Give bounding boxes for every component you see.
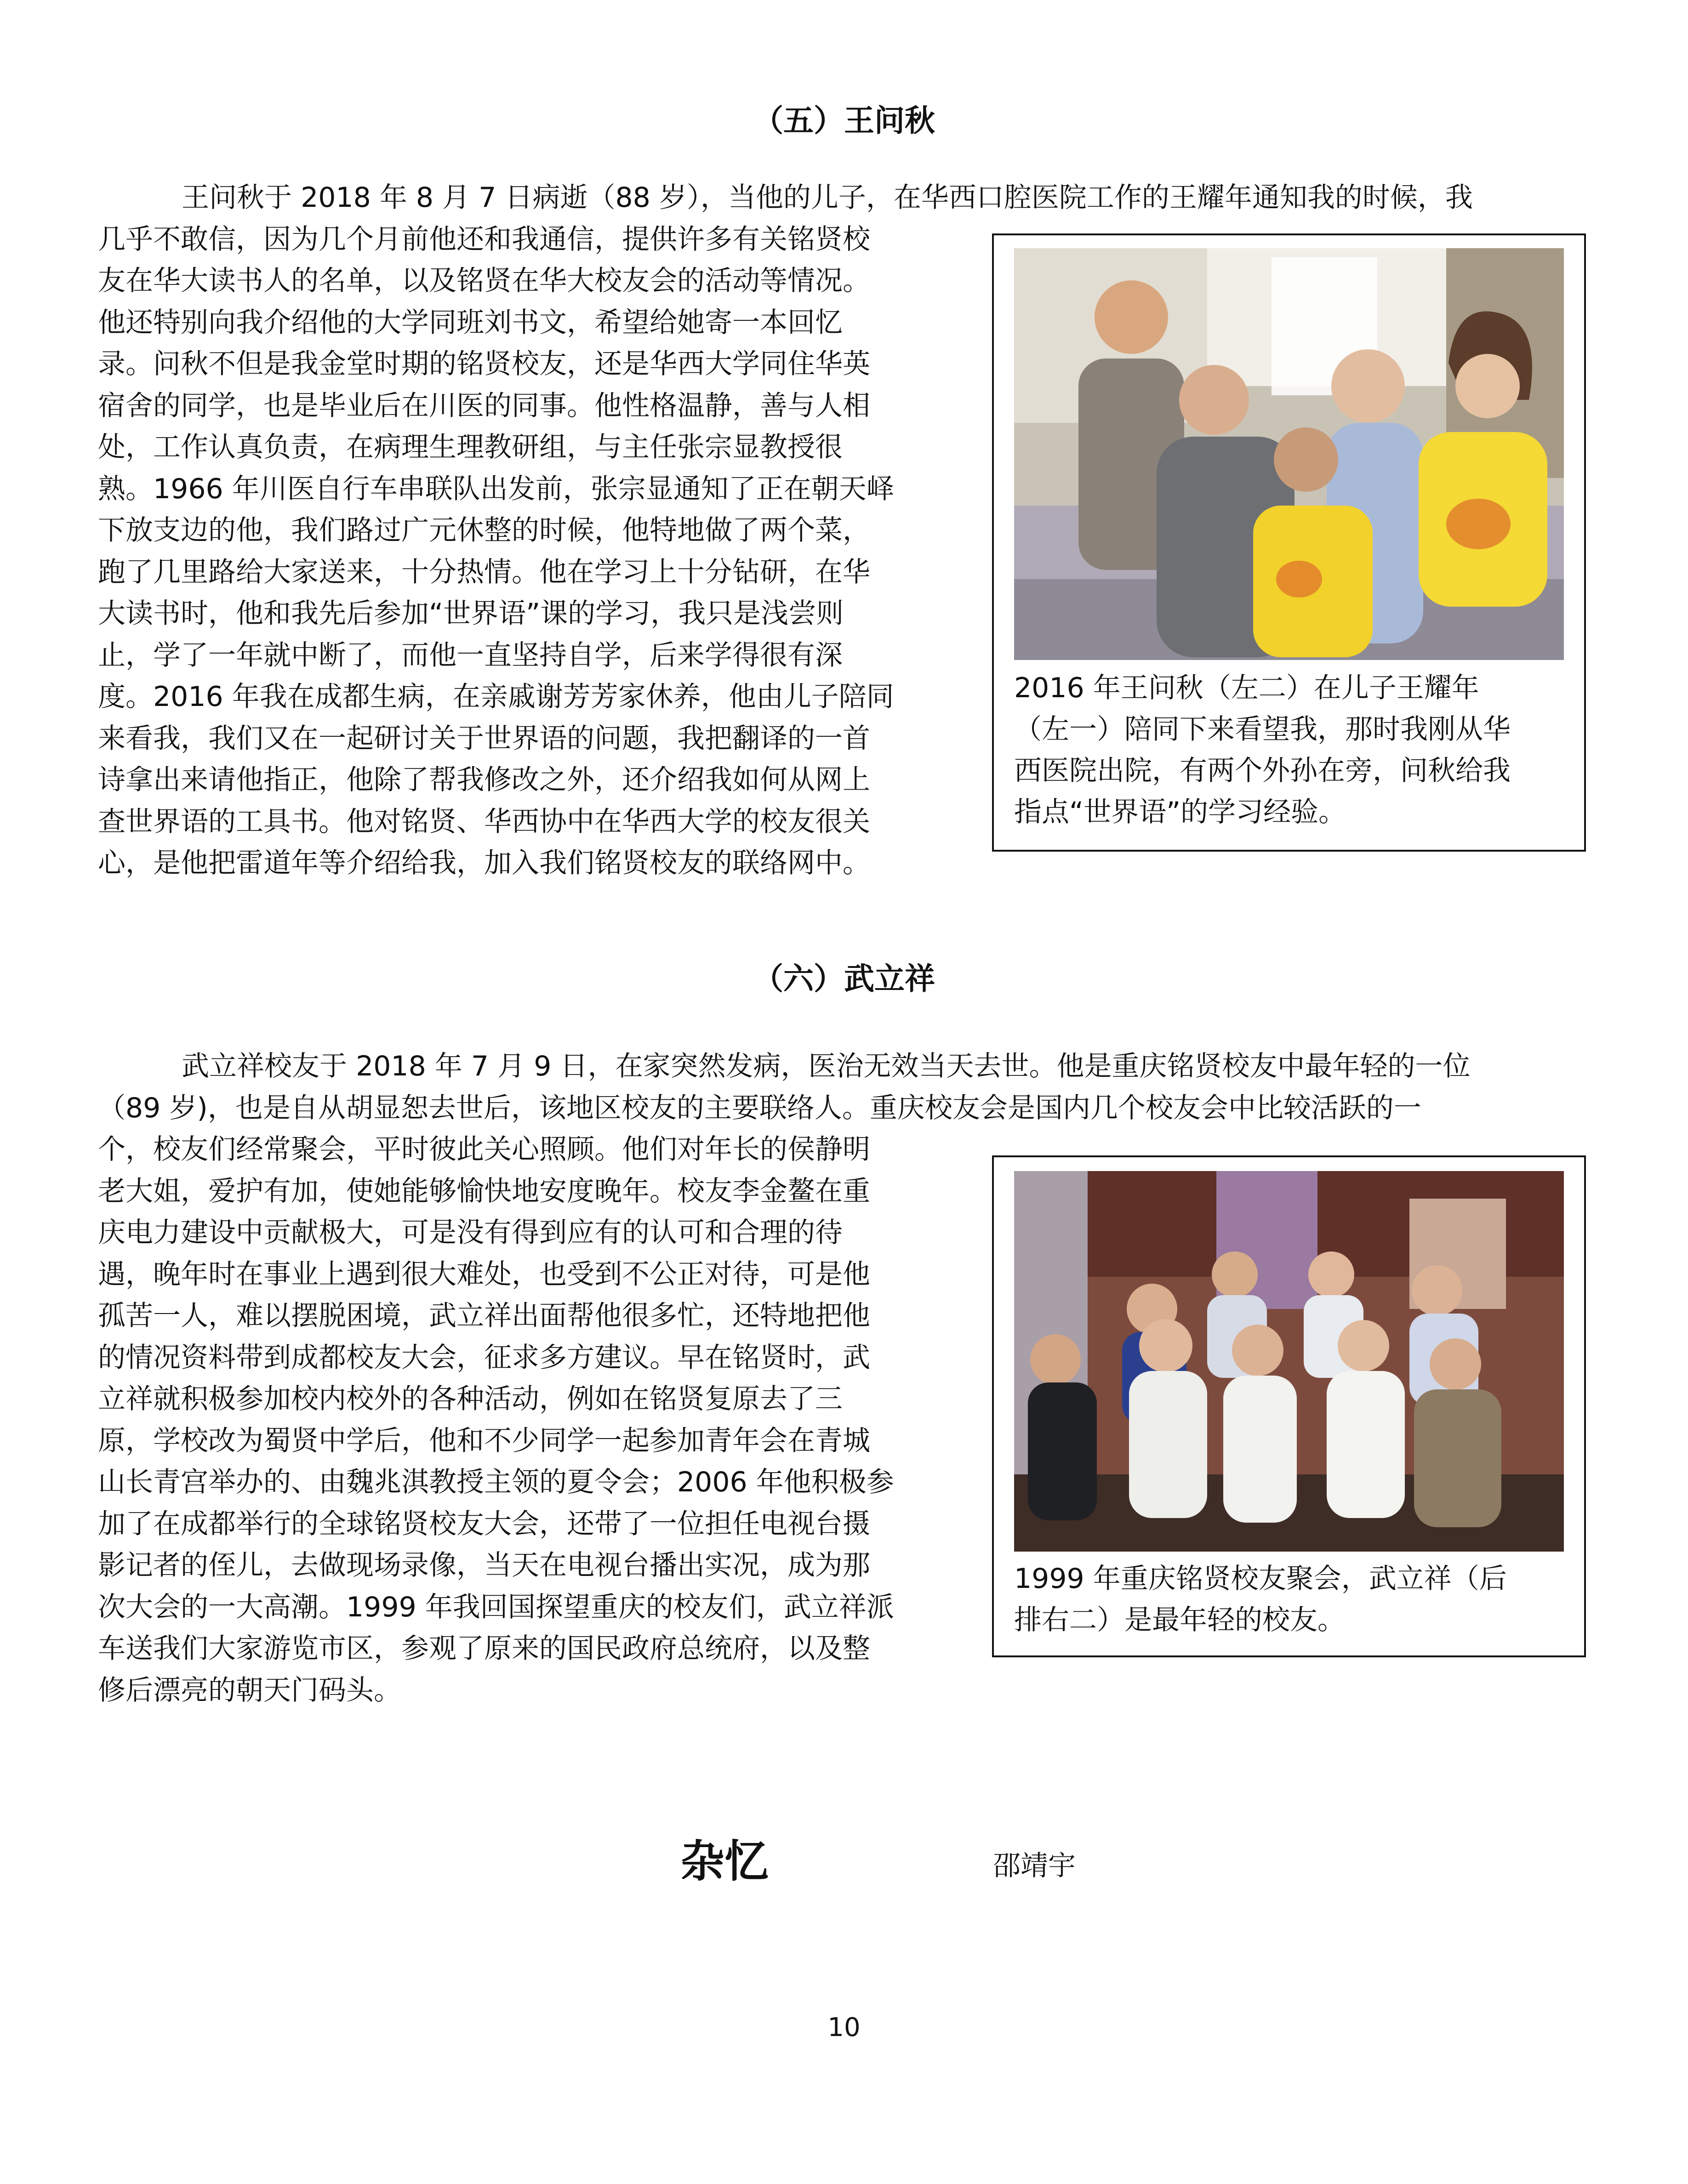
caption-line: 1999 年重庆铭贤校友聚会，武立祥（后 <box>1014 1563 1507 1595</box>
text-line: 几乎不敢信，因为几个月前他还和我通信，提供许多有关铭贤校 <box>98 223 870 256</box>
article-author: 邵靖宇 <box>993 1850 1076 1882</box>
figure-wu-lixiang <box>992 1155 1586 1657</box>
text-line: 止，学了一年就中断了，而他一直坚持自学，后来学得很有深 <box>98 639 843 671</box>
figure-caption <box>1014 667 1511 833</box>
text-line: 下放支边的他，我们路过广元休整的时候，他特地做了两个菜， <box>98 514 870 546</box>
text-line: 熟。1966 年川医自行车串联队出发前，张宗显通知了正在朝天峄 <box>98 472 894 505</box>
text-line: 修后漂亮的朝天门码头。 <box>98 1674 401 1706</box>
family-photo <box>1014 248 1564 660</box>
text-line: 友在华大读书人的名单，以及铭贤在华大校友会的活动等情况。 <box>98 265 870 297</box>
text-line: 他还特别向我介绍他的大学同班刘书文，希望给她寄一本回忆 <box>98 306 843 339</box>
text-line: 庆电力建设中贡献极大，可是没有得到应有的认可和合理的待 <box>98 1217 843 1249</box>
text-line: 遇，晚年时在事业上遇到很大难处，也受到不公正对待，可是他 <box>98 1258 870 1291</box>
article-title: 杂忆 <box>680 1836 769 1887</box>
text-line: 诗拿出来请他指正，他除了帮我修改之外，还介绍我如何从网上 <box>98 764 870 796</box>
figure-wang-wenqiu <box>992 233 1586 852</box>
text-line: 录。问秋不但是我金堂时期的铭贤校友，还是华西大学同住华英 <box>98 348 870 380</box>
caption-line: 指点“世界语”的学习经验。 <box>1014 796 1346 828</box>
text-line: （89 岁)，也是自从胡显恕去世后，该地区校友的主要联络人。重庆校友会是国内几个校友会中比较活跃的一 <box>98 1092 1421 1124</box>
caption-line: 西医院出院，有两个外孙在旁，问秋给我 <box>1014 755 1511 787</box>
text-line: 的情况资料带到成都校友大会，征求多方建议。早在铭贤时，武 <box>98 1341 870 1374</box>
text-line: 立祥就积极参加校内校外的各种活动，例如在铭贤复原去了三 <box>98 1383 843 1415</box>
text-line: 武立祥校友于 2018 年 7 月 9 日，在家突然发病，医治无效当天去世。他是重庆铭贤校友中最年轻的一位 <box>182 1050 1471 1082</box>
page-number: 10 <box>827 2013 861 2042</box>
caption-line: （左一）陪同下来看望我，那时我刚从华 <box>1014 713 1511 745</box>
text-line: 心，是他把雷道年等介绍给我，加入我们铭贤校友的联络网中。 <box>98 847 870 879</box>
caption-line: 排右二）是最年轻的校友。 <box>1014 1604 1345 1636</box>
text-line: 度。2016 年我在成都生病，在亲戚谢芳芳家休养，他由儿子陪同 <box>98 681 894 713</box>
section-heading-6: （六）武立祥 <box>753 961 935 996</box>
group-photo <box>1014 1171 1564 1552</box>
text-line: 车送我们大家游览市区，参观了原来的国民政府总统府，以及整 <box>98 1632 870 1665</box>
text-line: 来看我，我们又在一起研讨关于世界语的问题，我把翻译的一首 <box>98 722 870 755</box>
text-line: 加了在成都举行的全球铭贤校友大会，还带了一位担任电视台摄 <box>98 1507 870 1540</box>
text-line: 个，校友们经常聚会，平时彼此关心照顾。他们对年长的侯静明 <box>98 1133 870 1166</box>
text-line: 山长青宫举办的、由魏兆淇教授主领的夏令会；2006 年他积极参 <box>98 1466 894 1498</box>
section-heading-5: （五）王问秋 <box>753 103 935 138</box>
text-line: 次大会的一大高潮。1999 年我回国探望重庆的校友们，武立祥派 <box>98 1591 894 1623</box>
text-line: 原，学校改为蜀贤中学后，他和不少同学一起参加青年会在青城 <box>98 1424 870 1457</box>
text-line: 影记者的侄儿，去做现场录像，当天在电视台播出实况，成为那 <box>98 1549 870 1581</box>
text-line: 孤苦一人，难以摆脱困境，武立祥出面帮他很多忙，还特地把他 <box>98 1300 870 1332</box>
text-line: 处，工作认真负责，在病理生理教研组，与主任张宗显教授很 <box>98 431 843 463</box>
text-line: 大读书时，他和我先后参加“世界语”课的学习，我只是浅尝则 <box>98 597 844 630</box>
text-line: 老大姐，爱护有加，使她能够愉快地安度晚年。校友李金鳌在重 <box>98 1175 870 1207</box>
text-line: 王问秋于 2018 年 8 月 7 日病逝（88 岁），当他的儿子，在华西口腔医院工作的王耀年通知我的时候，我 <box>182 182 1473 214</box>
text-line: 跑了几里路给大家送来，十分热情。他在学习上十分钻研，在华 <box>98 556 870 588</box>
text-line: 宿舍的同学，也是毕业后在川医的同事。他性格温静，善与人相 <box>98 389 870 422</box>
figure-caption <box>1014 1558 1507 1641</box>
caption-line: 2016 年王问秋（左二）在儿子王耀年 <box>1014 672 1479 704</box>
text-line: 查世界语的工具书。他对铭贤、华西协中在华西大学的校友很关 <box>98 805 870 838</box>
